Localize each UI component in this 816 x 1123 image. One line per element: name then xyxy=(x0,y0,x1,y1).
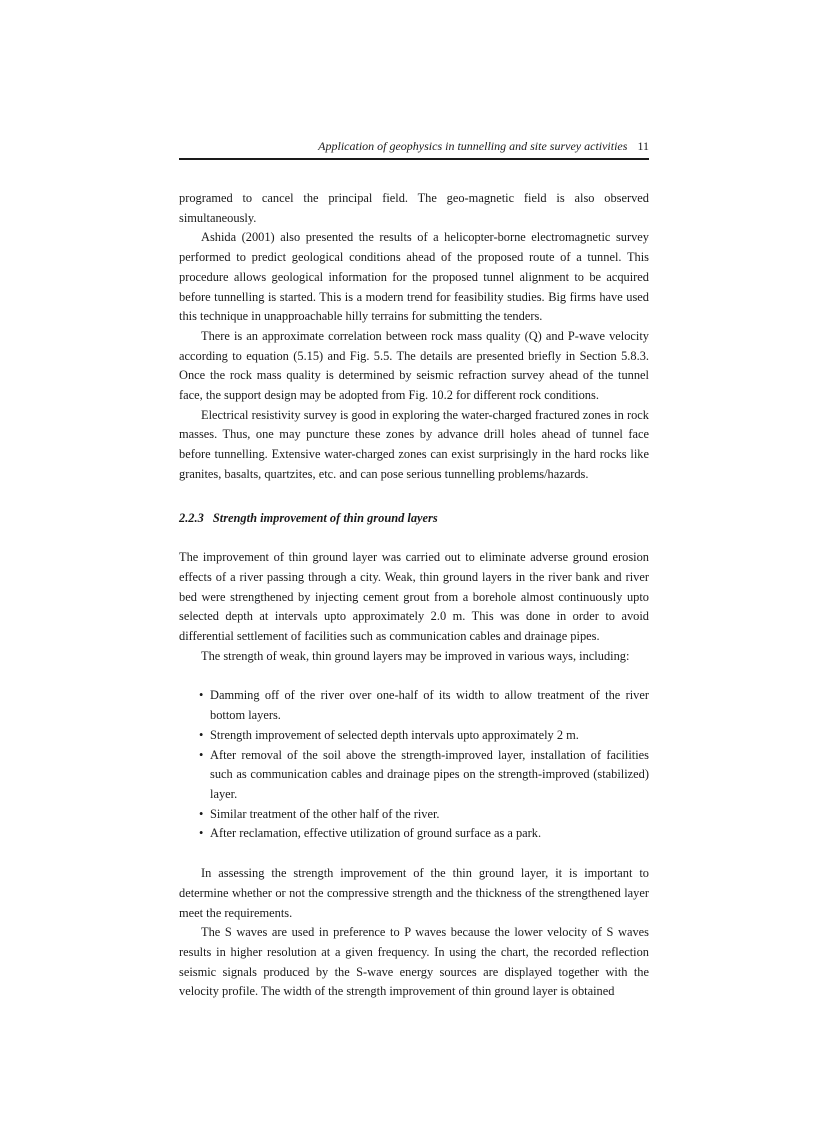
paragraph-resistivity: Electrical resistivity survey is good in exploring the water-charged fractured zones in rock masses. Thus, one may puncture these zones by advance drill holes ahead of tunnel face before tunnelling. Extensive water-charged zones can exist surprisingly in the hard rocks like granites, basalts, quartzites, etc. and can pose serious tunnelling problems/hazards. xyxy=(179,407,649,481)
bullet-icon: • xyxy=(199,688,204,703)
list-item xyxy=(199,686,649,725)
bullet-list xyxy=(179,686,649,844)
list-item xyxy=(199,824,649,844)
paragraph-rock-mass-quality: There is an approximate correlation between rock mass quality (Q) and P-wave velocity according to equation (5.15) and Fig. 5.5. The details are presented briefly in Section 5.8.3. Once the rock mass quality is determined by seismic refraction survey ahead of the tunnel face, the support design may be adopted from Fig. 10.2 for different rock conditions. xyxy=(179,328,649,403)
book-page xyxy=(179,138,649,1002)
list-item xyxy=(199,805,649,825)
section-title: Strength improvement of thin ground layers xyxy=(212,510,438,525)
paragraph-ways-intro: The strength of weak, thin ground layers may be improved in various ways, including: xyxy=(201,648,630,663)
list-item-text: Damming off of the river over one-half of its width to allow treatment of the river bottom layers. xyxy=(210,688,649,723)
bullet-icon: • xyxy=(199,747,204,762)
section-heading xyxy=(179,509,649,529)
paragraph-improvement: The improvement of thin ground layer was carried out to eliminate adverse ground erosion effects of a river passing through a city. Weak, thin ground layers in the river bank and river bed were strengthened by injecting cement grout from a borehole almost continuously upto selected depth at intervals upto approximately 2.0 m. This was done in order to avoid differential settlement of facilities such as communication cables and drainage pipes. xyxy=(179,550,649,644)
paragraph-continued: programed to cancel the principal field. The geo-magnetic field is also observed simultaneously. xyxy=(179,191,649,225)
list-item xyxy=(199,746,649,805)
bullet-icon: • xyxy=(199,826,204,841)
bullet-icon: • xyxy=(199,727,204,742)
list-item-text: After reclamation, effective utilization of ground surface as a park. xyxy=(210,826,542,841)
body-text xyxy=(179,189,649,1002)
paragraph-s-waves: The S waves are used in preference to P waves because the lower velocity of S waves results in higher resolution at a given frequency. In using the chart, the recorded reflection seismic signals produced by the S-wave energy sources are displayed together with the velocity profile. The width of the strength improvement of thin ground layer is obtained xyxy=(179,925,649,999)
paragraph-assessing: In assessing the strength improvement of the thin ground layer, it is important to determine whether or not the compressive strength and the thickness of the strengthened layer meet the requirements. xyxy=(179,866,649,920)
list-item-text: After removal of the soil above the strength-improved layer, installation of facilities such as communication cables and drainage pipes on the strength-improved (stabilized) layer. xyxy=(210,747,649,801)
page-number: 11 xyxy=(637,139,649,153)
list-item-text: Similar treatment of the other half of the river. xyxy=(210,806,440,821)
list-item xyxy=(199,726,649,746)
paragraph-ashida: Ashida (2001) also presented the results of a helicopter-borne electromagnetic survey performed to predict geological conditions ahead of the proposed route of a tunnel. This procedure allows geological information for the proposed tunnel alignment to be acquired before tunnelling is started. This is a modern trend for feasibility studies. Big firms have used this technique in unapproachable hilly terrains for submitting the tenders. xyxy=(179,230,649,324)
running-header xyxy=(179,138,649,160)
bullet-icon: • xyxy=(199,806,204,821)
list-item-text: Strength improvement of selected depth intervals upto approximately 2 m. xyxy=(210,727,579,742)
running-header-title: Application of geophysics in tunnelling and site survey activities xyxy=(318,139,628,153)
section-number: 2.2.3 xyxy=(179,510,204,525)
